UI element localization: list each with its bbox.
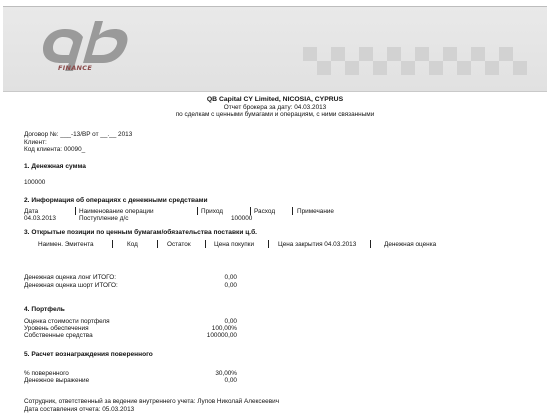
own-funds-label: Собственные средства: [24, 332, 93, 339]
col-header-code: Код: [127, 241, 138, 248]
header-banner: [3, 6, 547, 92]
long-total-label: Денежная оценка лонг ИТОГО:: [24, 274, 116, 281]
portfolio-value-label: Оценка стоимости портфеля: [24, 318, 110, 325]
row-date: 04.03.2013: [24, 215, 56, 222]
own-funds-value: 100000,00: [206, 332, 237, 339]
col-divider: [197, 207, 198, 215]
monetary-expression-value: 0,00: [224, 377, 237, 384]
section3-title: 3. Открытые позиции по ценным бумагам/обязательства поставки ц.б.: [24, 229, 258, 236]
col-header-date: Дата: [24, 208, 39, 215]
company-name: QB Capital CY Limited, NICOSIA, CYPRUS: [206, 96, 344, 103]
col-header-note: Примечание: [297, 208, 334, 215]
col-divider: [112, 240, 113, 248]
collateral-level-value: 100,00%: [211, 325, 237, 332]
col-divider: [205, 240, 206, 248]
col-header-operation: Наименование операции: [79, 208, 154, 215]
col-header-valuation: Денежная оценка: [384, 241, 437, 248]
col-header-income: Приход: [201, 208, 223, 215]
col-header-issuer: Наимен. Эмитента: [38, 241, 94, 248]
col-header-close-price: Цена закрытия 04.03.2013: [278, 241, 357, 248]
section5-title: 5. Расчет вознаграждения поверенного: [24, 351, 153, 358]
client-code: Код клиента: 00090_: [24, 146, 86, 153]
section2-title: 2. Информация об операциях с денежными средствами: [24, 197, 208, 204]
collateral-level-label: Уровень обеспечения: [24, 325, 89, 332]
col-header-buy-price: Цена покупки: [214, 241, 255, 248]
col-header-balance: Остаток: [167, 241, 191, 248]
report-subtitle: по сделкам с ценными бумагами и операциям, с ними связанными: [175, 111, 375, 118]
row-operation: Поступление д/с: [79, 215, 129, 222]
client-label: Клиент:: [24, 139, 47, 146]
col-divider: [292, 207, 293, 215]
logo-tagline: FINANCE: [58, 64, 93, 72]
portfolio-value: 0,00: [224, 318, 237, 325]
col-divider: [157, 240, 158, 248]
report-date-line: Отчет брокера за дату: 04.03.2013: [223, 104, 327, 111]
col-divider: [75, 207, 76, 215]
short-total-value: 0,00: [224, 282, 237, 289]
col-divider: [370, 240, 371, 248]
responsible-person: Сотрудник, ответственный за ведение внутреннего учета: Лупов Николай Алексеевич: [24, 398, 280, 405]
banner-graphic: [3, 7, 547, 91]
monetary-expression-label: Денежное выражение: [24, 377, 90, 384]
report-date: Дата составления отчета: 05.03.2013: [24, 406, 135, 413]
col-divider: [250, 207, 251, 215]
agent-percent-label: % поверенного: [24, 370, 69, 377]
row-income: 100000: [231, 215, 253, 222]
col-header-expense: Расход: [254, 208, 276, 215]
agent-percent-value: 30,00%: [215, 370, 237, 377]
short-total-label: Денежная оценка шорт ИТОГО:: [24, 282, 118, 289]
cash-amount: 100000: [24, 179, 46, 186]
section4-title: 4. Портфель: [24, 306, 65, 313]
contract-number: Договор №: ___-13/BP от __.__ 2013: [24, 131, 133, 138]
col-divider: [268, 240, 269, 248]
section1-title: 1. Денежная сумма: [24, 163, 86, 170]
long-total-value: 0,00: [224, 274, 237, 281]
